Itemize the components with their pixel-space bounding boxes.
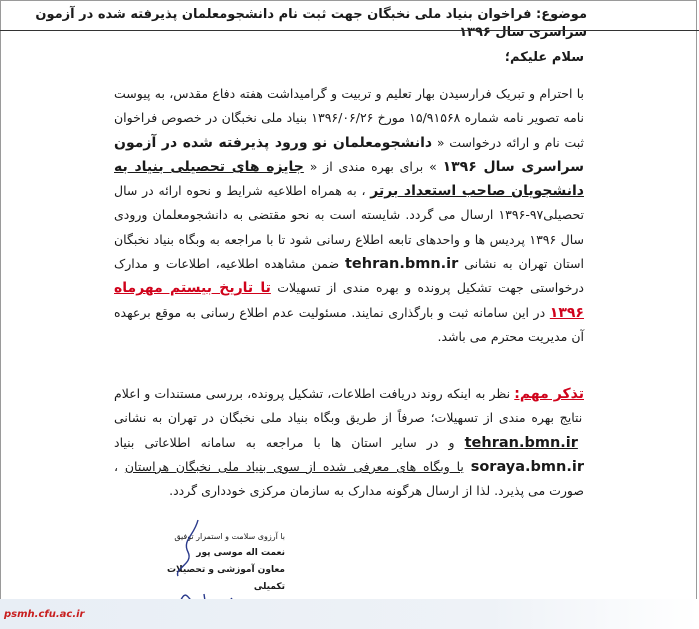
subject-label: موضوع: bbox=[536, 7, 587, 22]
closing-note: با آرزوی سلامت و استمرار توفیق bbox=[174, 532, 285, 541]
p1-bold-exam: دانشجومعلمان نو ورود پذیرفته شده در آزمون سراسری سال ۱۳۹۶ bbox=[114, 134, 584, 175]
p2-text-2: و در سایر استان ها با مراجعه به سامانه اطلاعاتی بنیاد bbox=[114, 434, 455, 450]
signature-scribble-icon bbox=[168, 518, 208, 578]
footer-band bbox=[0, 599, 699, 629]
body-paragraph-1 bbox=[114, 82, 584, 349]
important-note-label: تذکر مهم: bbox=[514, 386, 584, 402]
p2-text-4: ، صورت می پذیرد. لذا از ارسال هرگونه مدارک به سازمان مرکزی خودداری گردد. bbox=[114, 458, 584, 499]
site-watermark: psmh.cfu.ac.ir bbox=[4, 609, 85, 620]
tehran-url-link[interactable]: tehran.bmn.ir bbox=[344, 256, 459, 273]
p1-text-4: ضمن مشاهده اطلاعیه، اطلاعات و مدارک درخواستی جهت تشکیل پرونده و بهره مندی از تسهیلات bbox=[114, 256, 584, 296]
p1-text-5: در این سامانه ثبت و بارگذاری نمایند. مسئولیت عدم اطلاع رسانی به موقع برعهده آن مدیریت محترم می باشد. bbox=[114, 304, 584, 344]
p1-text-1: با احترام و تبریک فرارسیدن بهار تعلیم و تربیت و گرامیداشت هفته دفاع مقدس، به پیوست نامه تصویر نامه شماره ۱۵/۹۱۵۶۸ مورخ ۱۳۹۶/۰۶/۲۶ بنیاد ملی نخبگان در خصوص فراخوان ثبت نام و ارائه درخواست « bbox=[114, 86, 584, 150]
subject-text: فراخوان بنیاد ملی نخبگان جهت ثبت نام دانشجومعلمان پذیرفته شده در آزمون سراسری سال ۱۳۹۶ bbox=[35, 7, 587, 40]
signature-block bbox=[135, 528, 285, 596]
soraya-url-link[interactable]: soraya.bmn.ir bbox=[470, 458, 584, 475]
p1-bold-award: جایزه های تحصیلی بنیاد به دانشجویان صاحب استعداد برتر bbox=[114, 158, 584, 200]
body-paragraph-2 bbox=[114, 382, 584, 503]
signer-title: معاون آموزشی و تحصیلات تکمیلی bbox=[166, 565, 285, 592]
deadline-text: تا تاریخ بیستم مهرماه ۱۳۹۶ bbox=[114, 280, 584, 321]
greeting: سلام علیکم؛ bbox=[504, 50, 584, 65]
signer-name: نعمت اله موسی پور bbox=[196, 548, 285, 558]
p1-text-3: ، به همراه اطلاعیه شرایط و نحوه ارائه در سال تحصیلی۹۷-۱۳۹۶ ارسال می گردد. شایسته است به نحو مقتضی به دانشجومعلمان ورودی سال ۱۳۹۶ پردیس ها و واحدهای تابعه اطلاع رسانی شود تا با مراجعه به وبگاه بنیاد نخبگان استان تهران به نشانی bbox=[114, 183, 585, 272]
p1-text-2: » برای بهره مندی از « bbox=[309, 158, 437, 174]
p2-text-1: نظر به اینکه روند دریافت اطلاعات، تشکیل پرونده، بررسی مستندات و اعلام نتایج بهره مندی از تسهیلات؛ صرفاً از طریق وبگاه بنیاد ملی نخبگان در تهران به نشانی bbox=[114, 386, 583, 426]
header-divider bbox=[0, 30, 699, 31]
letter-subject bbox=[7, 6, 587, 42]
p2-text-3: یا وبگاه های معرفی شده از سوی بنیاد ملی نخبگان هراستان bbox=[124, 458, 464, 474]
tehran-url-link-2[interactable]: tehran.bmn.ir bbox=[464, 434, 578, 451]
